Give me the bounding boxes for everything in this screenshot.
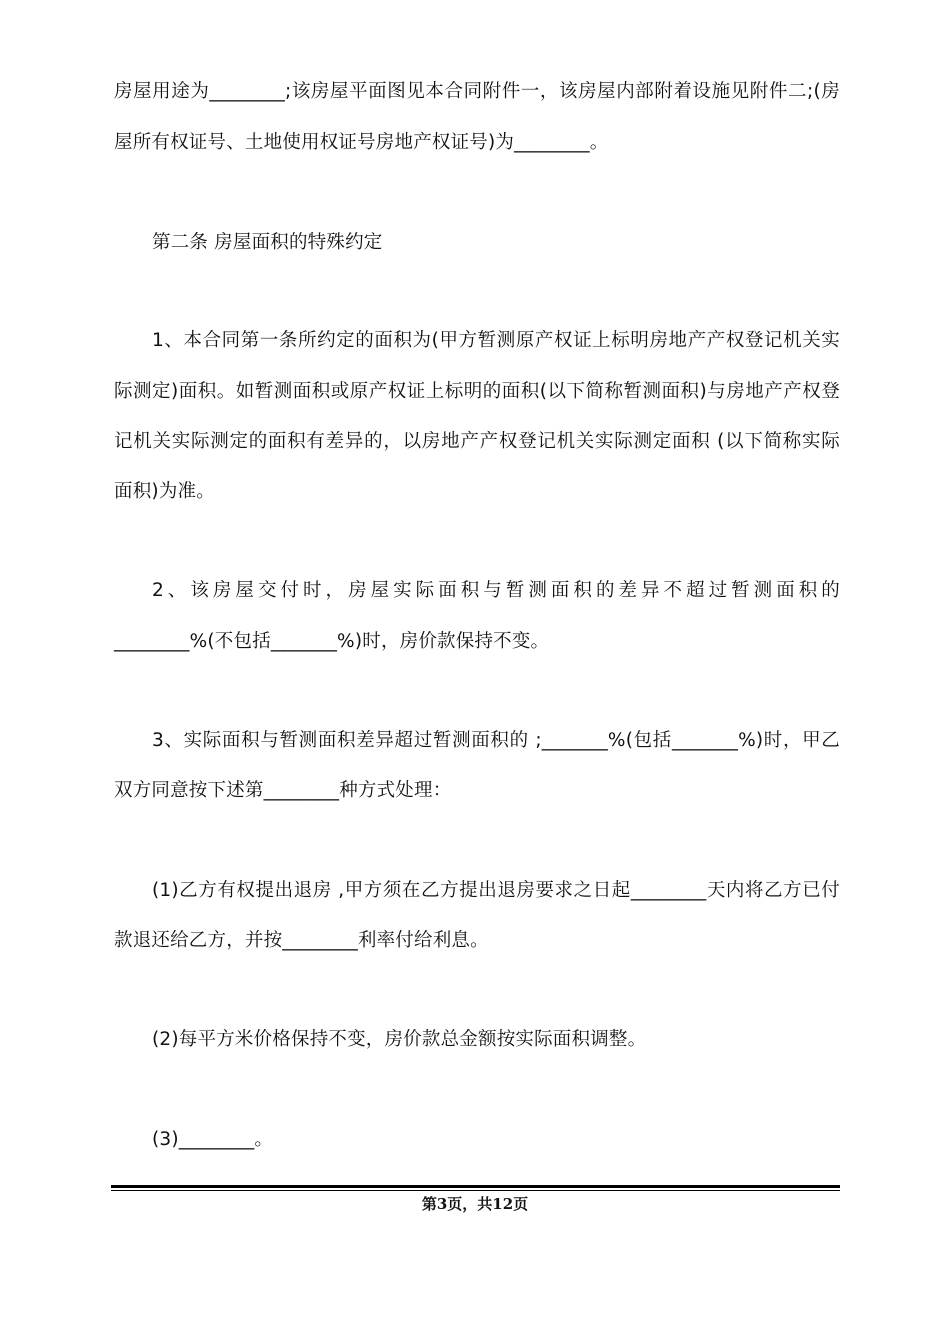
paragraph-line: 款退还给乙方，并按________利率付给利息。 (114, 930, 489, 951)
section-heading: 第二条 房屋面积的特殊约定 (152, 232, 383, 253)
paragraph-line: 3、实际面积与暂测面积差异超过暂测面积的 ;_______%(包括_______%)时，甲乙 (152, 730, 840, 751)
paragraph-line: 双方同意按下述第________种方式处理： (114, 780, 452, 801)
paragraph-line: 屋所有权证号、土地使用权证号房地产权证号)为________。 (114, 132, 609, 153)
footer-divider-thin (111, 1190, 840, 1191)
paragraph-line: (3)________。 (152, 1129, 274, 1150)
footer-divider (111, 1185, 840, 1188)
paragraph-line: 际测定)面积。如暂测面积或原产权证上标明的面积(以下简称暂测面积)与房地产产权登 (114, 381, 840, 402)
paragraph-line: (1)乙方有权提出退房 ,甲方须在乙方提出退房要求之日起________天内将乙方已付 (152, 880, 840, 901)
paragraph-line: 房屋用途为________;该房屋平面图见本合同附件一，该房屋内部附着设施见附件二;(房 (114, 81, 840, 102)
paragraph-line: ________%(不包括_______%)时，房价款保持不变。 (114, 631, 550, 652)
paragraph-line: 记机关实际测定的面积有差异的，以房地产产权登记机关实际测定面积 (以下简称实际 (114, 431, 840, 452)
paragraph-line: 面积)为准。 (114, 481, 215, 502)
paragraph-line: 1、本合同第一条所约定的面积为(甲方暂测原产权证上标明房地产产权登记机关实 (152, 330, 840, 351)
page-number: 第3页，共12页 (421, 1195, 529, 1213)
paragraph-line: (2)每平方米价格保持不变，房价款总金额按实际面积调整。 (152, 1029, 647, 1050)
paragraph-line: 2、该房屋交付时，房屋实际面积与暂测面积的差异不超过暂测面积的 (152, 580, 840, 601)
